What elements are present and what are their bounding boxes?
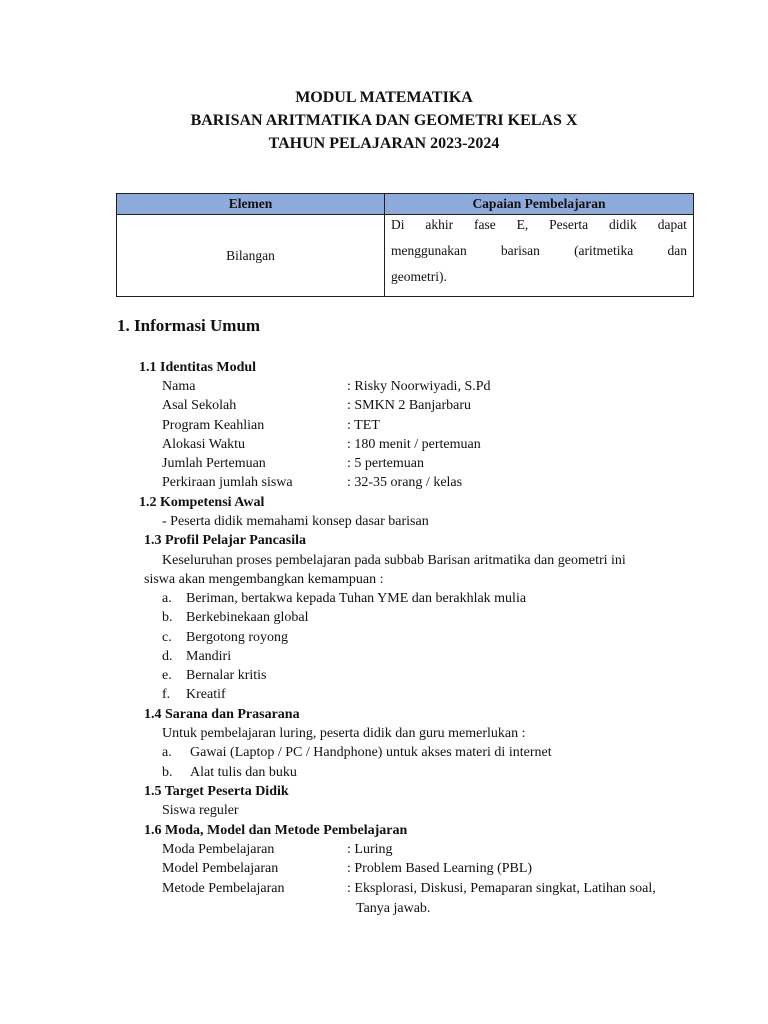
field-value: : SMKN 2 Banjarbaru	[347, 398, 472, 413]
paragraph: Siswa reguler	[162, 803, 239, 818]
section-heading: 1. Informasi Umum	[117, 316, 261, 335]
subsection-heading: 1.2 Kompetensi Awal	[139, 495, 265, 510]
subsection-heading: 1.6 Moda, Model dan Metode Pembelajaran	[144, 823, 408, 838]
field-label: Program Keahlian	[162, 418, 265, 433]
module-subtitle: BARISAN ARITMATIKA DAN GEOMETRI KELAS X	[190, 112, 578, 129]
table-header-elemen: Elemen	[117, 194, 385, 215]
list-item: Gawai (Laptop / PC / Handphone) untuk akses materi di internet	[190, 745, 552, 760]
subsection-heading: 1.3 Profil Pelajar Pancasila	[144, 533, 307, 548]
field-label: Nama	[162, 379, 196, 394]
list-item: Bernalar kritis	[186, 668, 267, 683]
field-value: : Problem Based Learning (PBL)	[347, 861, 533, 876]
field-value: : Risky Noorwiyadi, S.Pd	[347, 379, 491, 394]
academic-year: TAHUN PELAJARAN 2023-2024	[268, 135, 500, 152]
capaian-line: geometri).	[391, 269, 447, 284]
paragraph: siswa akan mengembangkan kemampuan :	[144, 572, 384, 587]
field-label: Alokasi Waktu	[162, 437, 245, 452]
subsection-heading: 1.4 Sarana dan Prasarana	[144, 707, 300, 722]
module-title: MODUL MATEMATIKA	[295, 89, 473, 106]
list-item: Beriman, bertakwa kepada Tuhan YME dan berakhlak mulia	[186, 591, 527, 606]
field-label: Perkiraan jumlah siswa	[162, 475, 293, 490]
list-marker: d.	[162, 649, 173, 664]
list-item: Berkebinekaan global	[186, 610, 309, 625]
field-value-continuation: Tanya jawab.	[356, 901, 431, 916]
list-marker: f.	[162, 687, 171, 702]
field-label: Moda Pembelajaran	[162, 842, 275, 857]
field-label: Metode Pembelajaran	[162, 881, 285, 896]
field-value: : 5 pertemuan	[347, 456, 424, 471]
list-marker: b.	[162, 610, 173, 625]
list-marker: c.	[162, 630, 172, 645]
field-label: Jumlah Pertemuan	[162, 456, 266, 471]
paragraph: Keseluruhan proses pembelajaran pada subbab Barisan aritmatika dan geometri ini	[162, 553, 626, 568]
field-label: Model Pembelajaran	[162, 861, 279, 876]
list-marker: b.	[162, 765, 173, 780]
capaian-table	[116, 193, 693, 296]
list-item: Bergotong royong	[186, 630, 289, 645]
field-value: : TET	[347, 418, 380, 433]
capaian-cell	[385, 215, 694, 297]
field-value: : 180 menit / pertemuan	[347, 437, 481, 452]
list-marker: e.	[162, 668, 172, 683]
subsection-heading: 1.5 Target Peserta Didik	[144, 784, 289, 799]
field-label: Asal Sekolah	[162, 398, 237, 413]
elemen-cell: Bilangan	[117, 215, 385, 297]
paragraph: - Peserta didik memahami konsep dasar barisan	[162, 514, 429, 529]
list-marker: a.	[162, 745, 172, 760]
list-marker: a.	[162, 591, 172, 606]
capaian-line: menggunakan barisan (aritmetika dan	[391, 243, 687, 258]
list-item: Alat tulis dan buku	[190, 765, 297, 780]
field-value: : 32-35 orang / kelas	[347, 475, 463, 490]
field-value: : Eksplorasi, Diskusi, Pemaparan singkat, Latihan soal,	[347, 881, 656, 896]
capaian-line: Di akhir fase E, Peserta didik dapat	[391, 217, 687, 232]
list-item: Mandiri	[186, 649, 232, 664]
subsection-heading: 1.1 Identitas Modul	[139, 360, 257, 375]
list-item: Kreatif	[186, 687, 226, 702]
field-value: : Luring	[347, 842, 393, 857]
paragraph: Untuk pembelajaran luring, peserta didik dan guru memerlukan :	[162, 726, 526, 741]
table-header-capaian: Capaian Pembelajaran	[385, 194, 694, 215]
